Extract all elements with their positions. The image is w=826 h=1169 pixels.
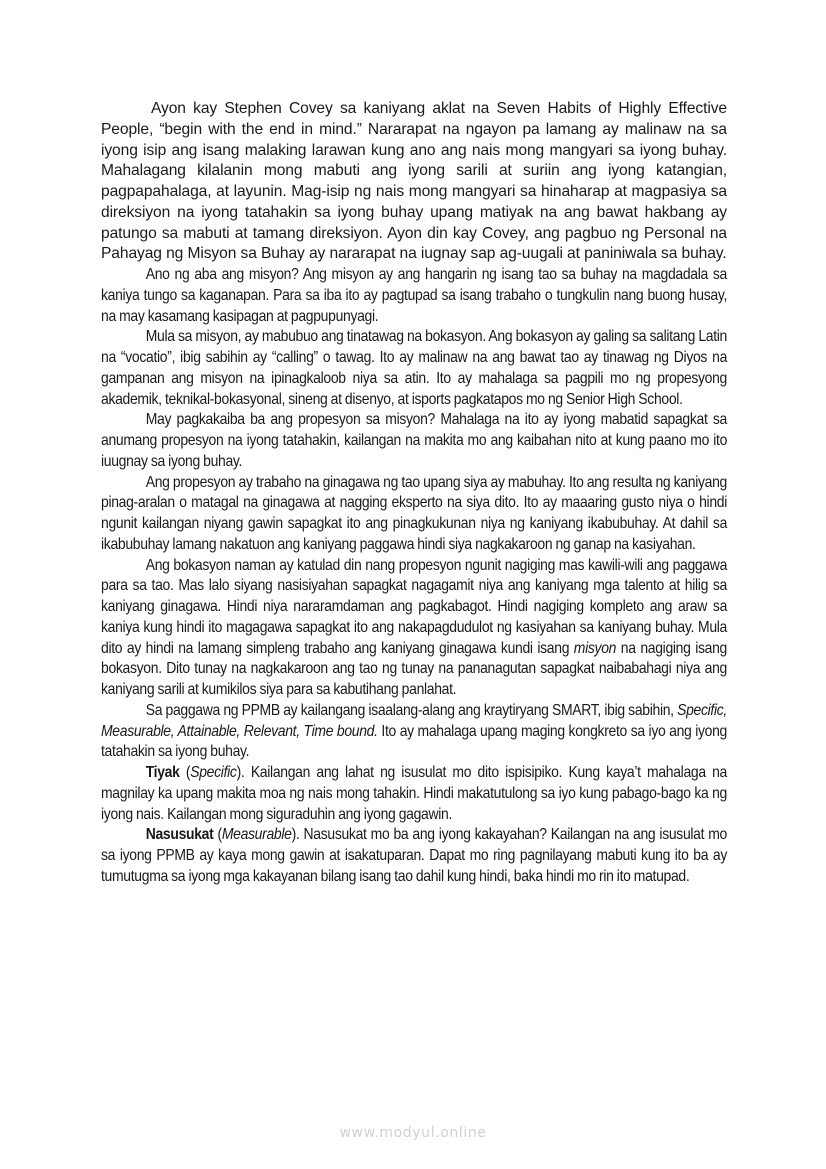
paragraph-bokasyon-naman bbox=[101, 556, 727, 701]
paragraph-text: Mula sa misyon, ay mabubuo ang tinatawag na bokasyon. Ang bokasyon ay galing sa salitang Latin na “vocatio”, ibig sabihin ay “calling” o tawag. Ito ay malinaw na ang bawat tao ay tinawag ng Diyos na gampanan ang misyon na ipinagkaloob niya sa atin. Ito ay mahalaga sa pagpili mo ng propesyong akademik, teknikal-bokasyonal, sineng at disenyo, at isports pagkatapos mo ng Senior High School. bbox=[101, 328, 728, 408]
paragraph-text: Sa paggawa ng PPMB ay kailangang isaalang-alang ang kraytiryang SMART, ibig sabihin, bbox=[145, 701, 678, 719]
paragraph-propesyon bbox=[101, 473, 727, 556]
document-body bbox=[101, 99, 727, 888]
paragraph-text: May pagkakaiba ba ang propesyon sa misyon? Mahalaga na ito ay iyong mabatid sapagkat sa anumang propesyon na iyong tatahakin, kailangan na makita mo ang kaibahan nito at kung paano mo ito iuugnay sa iyong buhay. bbox=[101, 411, 728, 470]
paragraph-tiyak bbox=[101, 763, 727, 825]
paragraph-bokasyon bbox=[101, 327, 727, 410]
narrow-section bbox=[101, 265, 727, 888]
paragraph-text: Ayon kay Stephen Covey sa kaniyang aklat na Seven Habits of Highly Effective People, “begin with the end in mind.” Nararapat na ngayon pa lamang ay malinaw na sa iyong isip ang isang malaking larawan kung ano ang nais mong mangyari sa iyong buhay. Mahalagang kilalanin mong mabuti ang iyong sarili at suriin ang iyong katangian, pagpapahalaga, at layunin. Mag-isip ng nais mong mangyari sa hinaharap at magpasiya sa direksiyon na iyong tatahakin sa iyong buhay upang matiyak na ang bawat hakbang ay patungo sa mabuti at tamang direksiyon. Ayon din kay Covey, ang pagbuo ng Personal na Pahayag ng Misyon sa Buhay ay nararapat na iugnay sap ag-uugali at paniniwala sa buhay. bbox=[101, 100, 727, 263]
paragraph-text: Ang bokasyon naman ay katulad din nang propesyon ngunit nagiging mas kawili-wili ang paggawa para sa tao. Mas lalo siyang nasisiyahan sapagkat nagagamit niya ang kaniyang mga talento at hilig sa kaniyang ginagawa. Hindi niya nararamdaman ang pagkabagot. Hindi nagiging kompleto ang araw sa kaniya kung hindi ito magagawa sapagkat ito ang nakapagdudulot ng kasiyahan sa kaniyang buhay. Mula dito ay hindi na lamang simpleng trabaho ang kaniyang ginagawa kundi isang bbox=[101, 556, 728, 657]
paragraph-text: na nagiging isang bokasyon. Dito tunay na nagkakaroon ang tao ng tunay na pananagutan sapagkat naibabahagi niya ang kaniyang sarili at kumikilos siya para sa kabutihang panlahat. bbox=[101, 639, 728, 698]
term-specific: Specific bbox=[190, 764, 237, 781]
paragraph-text: ). Kailangan ang lahat ng isusulat mo dito ispisipiko. Kung kaya’t mahalaga na magnilay ka upang makita moa ng nais mong tahakin. Hindi makatutulong sa iyo kung pabago-bago ka ng iyong nais. Kailangan mong siguraduhin ang iyong gagawin. bbox=[101, 764, 728, 823]
paragraph-smart bbox=[101, 701, 727, 763]
paragraph-covey bbox=[101, 99, 727, 265]
term-measurable: Measurable bbox=[221, 826, 292, 844]
emphasis-misyon: misyon bbox=[573, 639, 617, 657]
paragraph-pagkakaiba bbox=[101, 410, 727, 472]
paragraph-misyon bbox=[101, 265, 727, 327]
paren-open: ( bbox=[213, 826, 222, 844]
watermark: www.modyul.online bbox=[339, 1125, 487, 1141]
paragraph-text: Ang propesyon ay trabaho na ginagawa ng tao upang siya ay mabuhay. Ito ang resulta ng kaniyang pinag-aralan o matagal na ginagawa at nagging eksperto na siya dito. Ito ay maaaring gusto niya o hindi ngunit kailangan niyang gawin sapagkat ito ang pinagkukunan niya ng kaniyang ikabubuhay. At dahil sa ikabubuhay lamang nakatuon ang kaniyang paggawa hindi siya nagkakaroon ng ganap na kasiyahan. bbox=[101, 473, 728, 553]
paragraph-text: Ito ay mahalaga upang maging kongkreto sa iyo ang iyong tatahakin sa iyong buhay. bbox=[101, 722, 727, 761]
term-nasusukat: Nasusukat bbox=[145, 826, 214, 844]
emphasis-smart-terms: Specific, Measurable, Attainable, Relevant, Time bound. bbox=[101, 701, 728, 740]
term-tiyak: Tiyak bbox=[145, 764, 180, 781]
paragraph-text: Ano ng aba ang misyon? Ang misyon ay ang hangarin ng isang tao sa buhay na magdadala sa kaniya tungo sa kaganapan. Para sa iba ito ay pagtupad sa isang trabaho o tungkulin nang buong husay, na may kasamang kasipagan at pagpupunyagi. bbox=[101, 266, 728, 325]
paren-open: ( bbox=[179, 764, 191, 781]
paragraph-nasusukat bbox=[101, 825, 727, 887]
narrow-section-inner bbox=[101, 265, 727, 888]
paragraph-text: ). Nasusukat mo ba ang iyong kakayahan? Kailangan na ang isusulat mo sa iyong PPMB ay kaya mong gawin at isakatuparan. Dapat mo ring pagnilayang mabuti kung ito ba ay tumutugma sa iyong mga kakayanan bilang isang tao dahil kung hindi, baka hindi mo rin ito matupad. bbox=[101, 826, 728, 885]
